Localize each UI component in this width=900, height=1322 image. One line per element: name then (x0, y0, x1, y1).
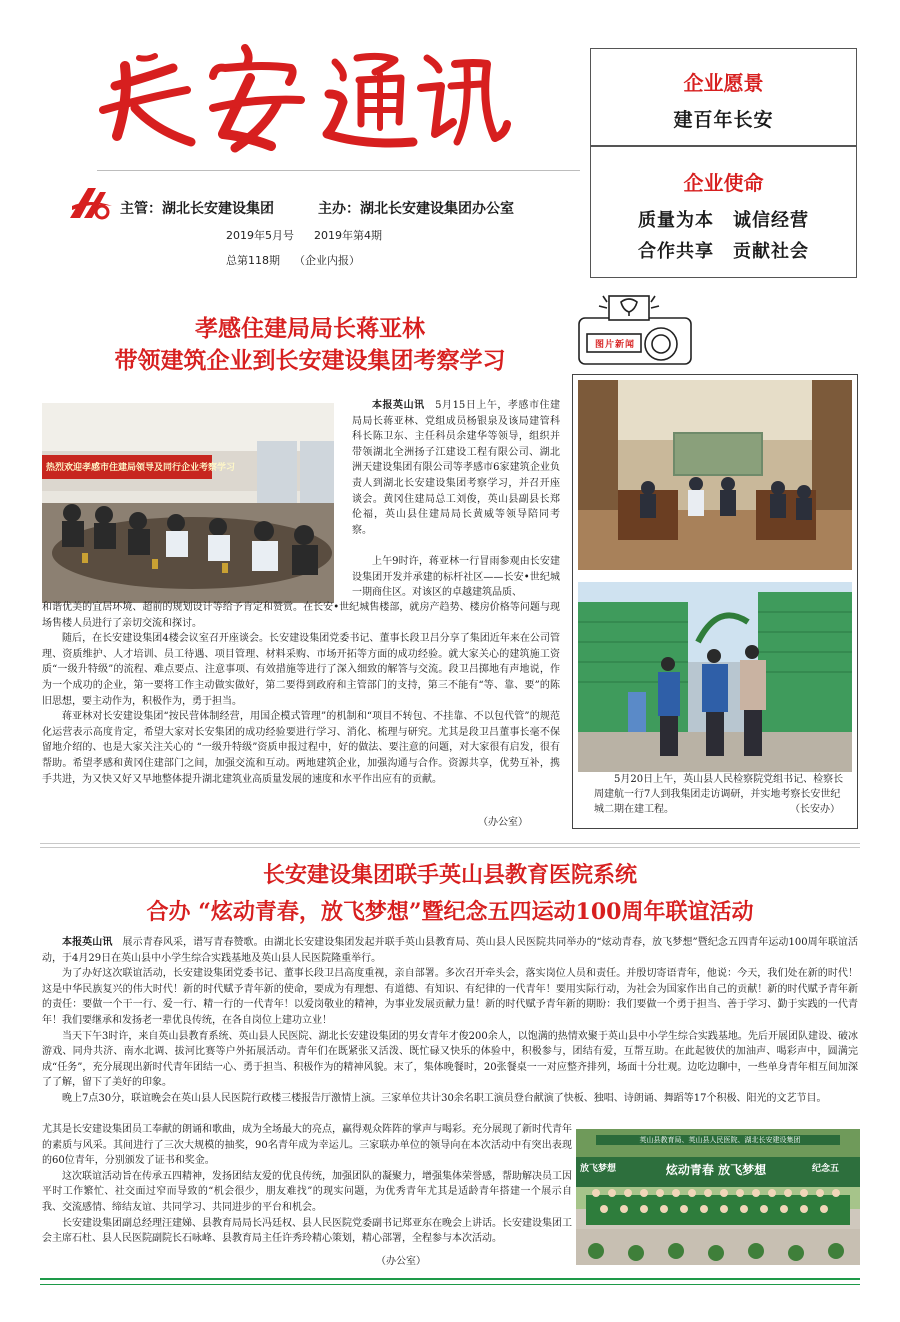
stage-left-text: 放飞梦想 (580, 1164, 617, 1174)
article1-para3: 随后，在长安建设集团4楼会议室召开座谈会。长安建设集团党委书记、董事长段卫吕分享了集团近年来在公司管理、资质维护、人才培训、员工待遇、项目管理、材料采购、市场开拓等方面的成功经验。就大家关心的建筑施工资质“一级升特级”的流程、难点要点、注意事项、有效措施等进行了深入细致的解答与交流。段卫吕掷地有声地说，作为一个成功的企业，第一要将工作主动做实做好，第二要得到政府和主管部门的支持，第三不能有“等、靠、要”的陈旧思想，要主动作为，积极作为，勇于担当。 (42, 633, 560, 707)
article2-headline-line1: 长安建设集团联手英山县教育医院系统 (262, 862, 637, 888)
article2-lead: 本报英山讯 (62, 937, 113, 948)
company-logo-icon (66, 184, 114, 224)
mission-title: 企业使命 (683, 171, 764, 195)
mission-line-1: 质量为本 诚信经营 (638, 210, 809, 231)
article2-para5: 这次联谊活动旨在传承五四精神，发扬团结友爱的优良传统，加强团队的凝聚力，增强集体荣誉感，帮助解决员工因平时工作繁忙、社交面过窄而导致的“机会很少，朋友难找”的现实问题，为优秀青年尤其是适龄青年搭建一个展示自我、交流感情、缔结友谊、共同学习、共同进步的平台和机会。 (42, 1170, 572, 1213)
issue-total: 总第118期 (226, 254, 280, 267)
event-banner-big: 炫动青春 放飞梦想 (665, 1163, 767, 1177)
article1-lead: 本报英山讯 (372, 400, 425, 411)
event-banner-small: 英山县教育局、英山县人民医院、湖北长安建设集团 (639, 1136, 801, 1144)
article1-column-top-2 (352, 554, 560, 601)
footer-green-line-2 (40, 1284, 860, 1285)
issue-note: （企业内报） (294, 254, 360, 267)
article2-column-bottom (42, 1122, 572, 1247)
article2-para4-start: 晚上7点30分，联谊晚会在英山县人民医院行政楼三楼报告厅激情上演。三家单位共计30余名职工演员登台献演了快板、独唱、诗朗诵、舞蹈等17个积极、阳光的文艺节目。 (62, 1092, 827, 1104)
article2-para3: 当天下午3时许，来自英山县教育系统、英山县人民医院、湖北长安建设集团的男女青年才俊200余人，以饱满的热情欢聚于英山县中小学生综合实践基地。先后开展团队建设、破冰游戏、同舟共济、南水北调、拔河比赛等户外拓展活动。青年们在既紧张又活泼、既忙碌又快乐的体验中，积极参与，团结有爱，互帮互助。在此起彼伏的加油声、喝彩声中，圆满完成“任务”，充分展现出新时代青年团结一心、勇于担当、积极作为的精神风貌。末了，集体晚餐时，20张餐桌一一对应整齐排列，场面十分壮观。边吃边聊中，一些单身青年相互间加深了了解，留下了美好的印象。 (42, 1030, 858, 1089)
meeting-photo (42, 403, 334, 603)
article2-column-top (42, 935, 858, 1107)
construction-site-photo (578, 582, 852, 772)
article1-para2-start: 上午9时许，蒋亚林一行冒雨参观由长安建设集团开发并承建的标杆社区——长安•世纪城一期商住区。对该区的卓越建筑品质、 (352, 556, 560, 599)
article2-para2: 为了办好这次联谊活动，长安建设集团党委书记、董事长段卫吕高度重视，亲自部署。多次召开牵头会，落实岗位人员和责任。并殷切寄语青年，他说：今天，我们处在新的时代！这是中华民族复兴的伟大时代！新的时代赋予青年新的使命，要成为有理想、有道德、有知识、有纪律的一代青年！要用实际行动，为社会为国家作出自己的贡献！新的时代赋予青年新的责任：要做一个干一行、爱一行、精一行的一代青年！以爱岗敬业的精神，为事业发展贡献力量！新的时代赋予青年新的期盼：我们要做一个勇于担当、善于学习、勤于实践的一代青年！我们要继承和发扬老一辈优良传统，在各自岗位上建功立业！ (42, 968, 858, 1026)
vision-divider (591, 145, 856, 147)
article2-para4-end: 尤其是长安建设集团员工奉献的朗诵和歌曲，成为全场最大的亮点，赢得观众阵阵的掌声与喝彩。充分展现了新时代青年的素质与风采。其间进行了三次大规模的抽奖，90名青年成为幸运儿。三家联办单位的领导向在本次活动中有突出表现的60位青年，分别颁发了证书和奖金。 (42, 1124, 572, 1167)
vision-text: 建百年长安 (673, 109, 774, 131)
photo-caption-byline: （长安办） (790, 804, 840, 815)
vision-title: 企业愿景 (683, 71, 764, 95)
masthead-calligraphy-logo (95, 38, 515, 158)
photo-news-camera-icon (573, 290, 697, 370)
article2-para1: 展示青春风采，谱写青春赞歌。由湖北长安建设集团发起并联手英山县教育局、英山县人民医院共同举办的“炫动青春，放飞梦想”暨纪念五四青年运动100周年联谊活动，于4月29日在英山县中小学生综合实践基地及英山县人民医院隆重举行。 (42, 937, 859, 964)
article-separator (40, 843, 860, 848)
photo-caption-text: 5月20日上午，英山县人民检察院党组书记、检察长周建航一行7人到我集团走访调研，并实地考察长安世纪城二期在建工程。 (594, 774, 844, 815)
article1-byline: （办公室） (478, 817, 528, 828)
stage-right-text: 纪念五 (812, 1164, 840, 1174)
article1-para4: 蒋亚林对长安建设集团“按民营体制经营，用国企模式管理”的机制和“项目不转包、不挂靠、不以包代管”的规范化运营表示高度肯定，希望大家对长安集团的成功经验要进行学习、消化、梳理与研究。尤其是段卫吕董事长毫不保留地介绍的、也是大家关注关心的 “一级升特级”资质申报过程中，好的做法、要注意的问题，对大家很有启发，很有帮助。希望孝感和黄冈住建部门之间，加强交流和互动。两地建筑企业，加强沟通与合作。资源共享，优势互补，携手共进，为又快又好又早地整体提升湖北建筑业高质量发展的速度和水平作出应有的贡献。 (42, 711, 560, 785)
mission-line-2: 合作共享 贡献社会 (638, 241, 809, 262)
photo-news-badge-text: 图片新闻 (594, 340, 635, 350)
issue-month: 2019年5月号 (226, 229, 294, 242)
article1-column-bottom (42, 600, 560, 787)
article2-headline-line2: 合办 “炫动青春，放飞梦想”暨纪念五四运动100周年联谊活动 (146, 899, 754, 925)
meeting-banner-text: 热烈欢迎孝感市住建局领导及同行企业考察学习 (46, 463, 236, 473)
reception-photo (578, 380, 852, 570)
sponsor-supervisor: 主管：湖北长安建设集团 (120, 201, 274, 217)
article2-byline: （办公室） (376, 1256, 426, 1267)
article1-para1: 5月15日上午，孝感市住建局局长蒋亚林、党组成员杨银泉及该局建管科科长陈卫东、主任科员余建华等领导，组织并带领湖北全洲扬子江建设工程有限公司、湖北洲天建设集团有限公司等孝感市6家建筑企业负责人到湖北长安建设集团考察学习，并召开座谈会。黄冈住建局总工刘俊，英山县副县长郑伦福，英山县住建局局长黄威等领导陪同考察。 (352, 400, 561, 536)
issue-number: 2019年第4期 (314, 229, 382, 242)
masthead-divider (97, 170, 580, 171)
group-photo (576, 1129, 860, 1265)
vision-mission-box (590, 48, 857, 278)
article1-headline-line1: 孝感住建局局长蒋亚林 (195, 315, 425, 342)
footer-green-line-1 (40, 1278, 860, 1280)
article1-para2-end: 和谐优美的宜居环境、超前的规划设计等给予肯定和赞赏。在长安•世纪城售楼部，就房产趋势、楼房价格等问题与现场售楼人员进行了亲切交流和探讨。 (42, 602, 560, 629)
article1-column-top (352, 398, 560, 538)
sponsor-organizer: 主办：湖北长安建设集团办公室 (318, 201, 514, 217)
article2-para6: 长安建设集团副总经理汪建娣、县教育局局长冯廷权、县人民医院党委副书记郑亚东在晚会上讲话。长安建设集团工会主席石杜、县人民医院副院长石咏峰、县教育局主任许秀玲精心策划，精心部署，全程参与本次活动。 (42, 1217, 572, 1245)
article1-headline-line2: 带领建筑企业到长安建设集团考察学习 (114, 347, 506, 374)
